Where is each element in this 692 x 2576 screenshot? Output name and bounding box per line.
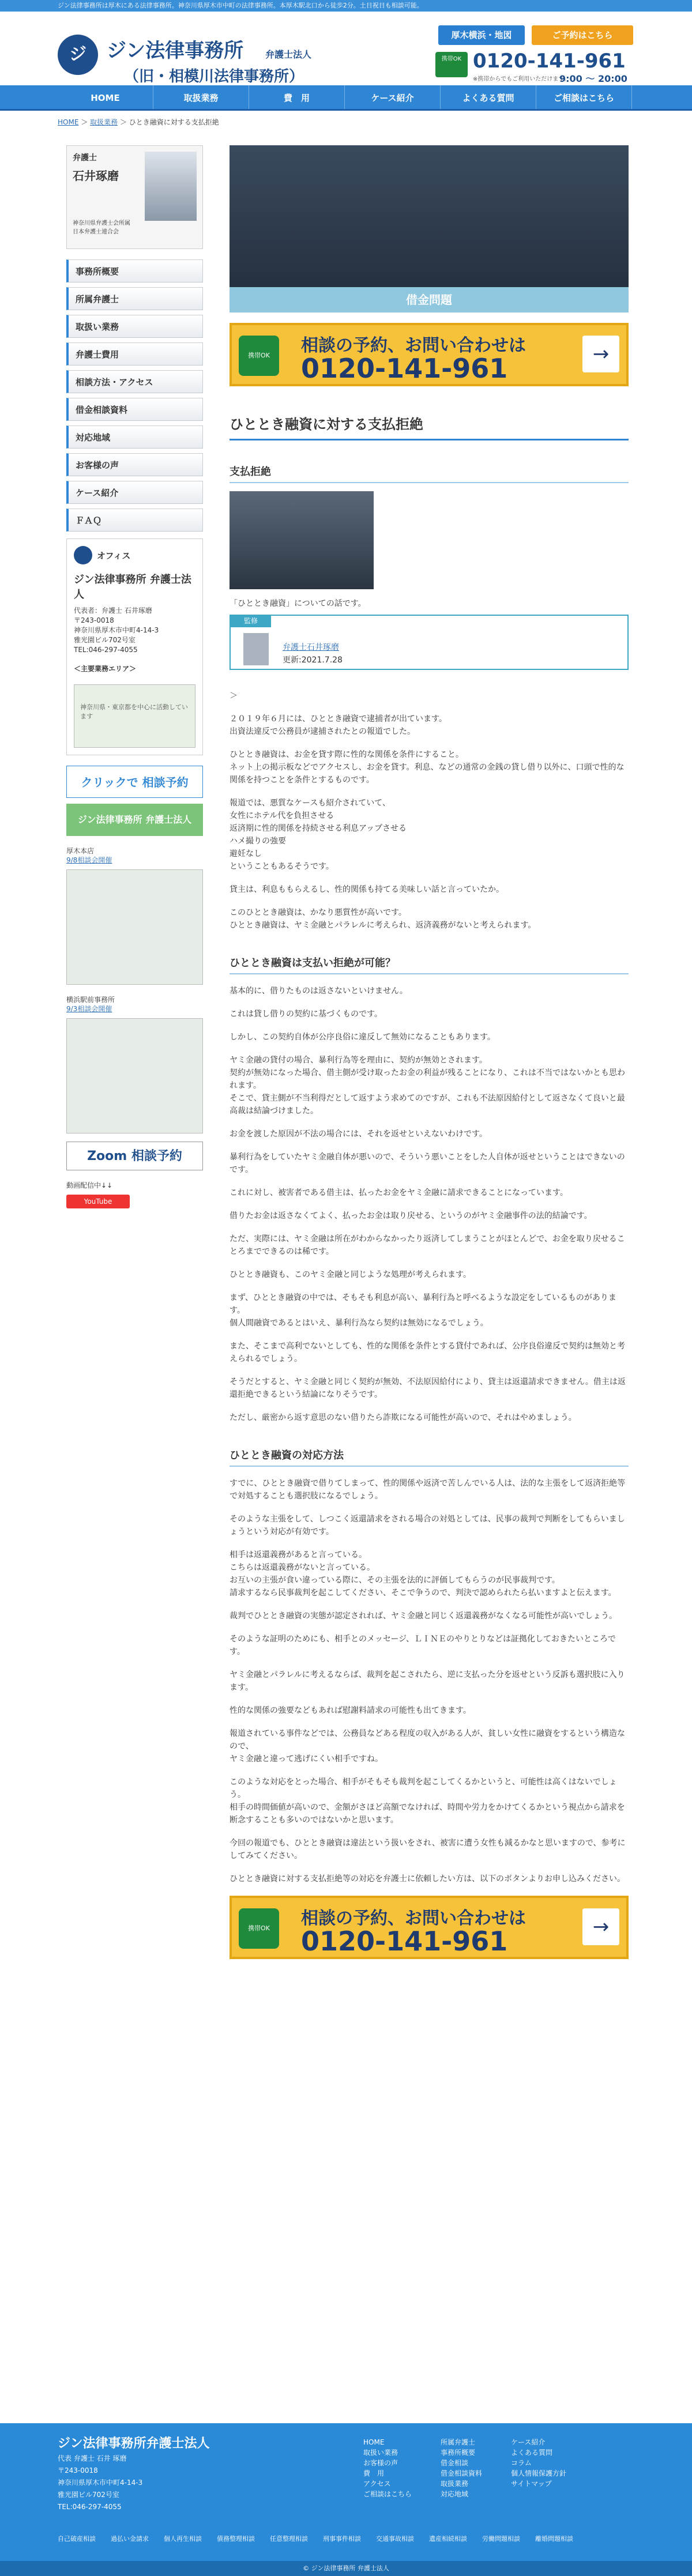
section-heading-refusal: 支払拒絶 [230, 464, 629, 483]
section-heading-possible: ひととき融資は支払い拒絶が可能？ [230, 955, 629, 974]
body-para: 貸主は、利息ももらえるし、性的関係も持てる美味しい話と言っていたか。 [230, 885, 504, 894]
body-para: ヤミ金融とパラレルに考えるならば、裁判を起こされたら、逆に支払った分を返せという反訴も選択肢に入ります。 [230, 1670, 625, 1692]
access-button[interactable]: 厚木横浜・地図 [438, 25, 525, 45]
nav-fees[interactable]: 費 用 [249, 85, 345, 109]
footer-link[interactable]: アクセス [363, 2480, 391, 2488]
phone-free-icon [435, 52, 468, 77]
body-para [230, 748, 629, 786]
profile-role: 弁護士 [73, 153, 97, 163]
body-line: 契約が無効になった場合、借主側が受け取ったお金の利益が残ることになり、これは不当ではないかとも思われます。 [230, 1068, 625, 1090]
footer-firm-name: ジン法律事務所弁護士法人 [58, 2436, 210, 2451]
footer-nav [363, 2437, 566, 2499]
atsugi-event-link[interactable]: 9/8相談会開催 [66, 856, 112, 864]
logo-former-name: （旧・相模川法律事務所） [124, 68, 304, 85]
area-map-text: 神奈川県・東京都を中心に活動しています [80, 703, 188, 720]
body-para [230, 713, 629, 738]
footer-service-link[interactable]: 離婚問題相談 [535, 2535, 573, 2543]
body-para: ひととき融資も、このヤミ金融と同じような処理が考えられます。 [230, 1270, 471, 1279]
body-line: ヤミ金融と違って逃げにくい相手ですね。 [230, 1754, 383, 1764]
business-hours: 9:00 〜 20:00 [559, 73, 627, 84]
author-box [230, 615, 629, 670]
body-para: 暴利行為をしていたヤミ金融自体が悪いので、そういう悪いことをした人自体が返せということはできないのです。 [230, 1153, 625, 1174]
body-para [230, 1549, 629, 1599]
office-name: ジン法律事務所 弁護士法人 [74, 574, 191, 601]
author-tag: 監修 [231, 615, 271, 627]
body-line: このひととき融資は、かなり悪質性が高いです。 [230, 908, 407, 917]
footer-service-link[interactable]: 交通事故相談 [376, 2535, 414, 2543]
footer-col-1 [363, 2437, 412, 2499]
body-para: ひととき融資に対する支払拒絶等の対応を弁護士に依頼したい方は、以下のボタンよりお申し込みください。 [230, 1874, 625, 1884]
body-line: ２０１９年６月には、ひととき融資で逮捕者が出ています。 [230, 714, 447, 724]
sidebar [66, 145, 203, 1208]
footer-service-link[interactable]: 個人再生相談 [164, 2535, 202, 2543]
yokohama-event-link[interactable]: 9/3相談会開催 [66, 1005, 112, 1013]
footer-service-links [58, 2534, 573, 2543]
sidebar-item-access[interactable]: 相談方法・アクセス [66, 370, 203, 393]
footer-link[interactable]: 所属弁護士 [441, 2438, 476, 2446]
footer-service-link[interactable]: 過払い金請求 [111, 2535, 149, 2543]
green-web-banner[interactable]: ジン法律事務所 弁護士法人 [66, 804, 203, 836]
office-building: 雅光園ビル702号室 [74, 636, 136, 644]
body-para [230, 906, 629, 932]
body-para [230, 797, 629, 873]
body-line: ひととき融資は、ヤミ金融とパラレルに考えられ、返済義務がないと考えられます。 [230, 921, 536, 930]
body-para: しかし、この契約自体が公序良俗に違反して無効になることもあります。 [230, 1033, 495, 1042]
yokohama-title: 横浜駅前事務所 [66, 996, 115, 1004]
body-para [230, 1776, 629, 1826]
body-line: 出資法違反で公務員が逮捕されたとの報道でした。 [230, 727, 415, 736]
arrow-right-icon: → [582, 336, 619, 372]
cta-badge-text: 携帯OK [248, 352, 270, 359]
footer-link[interactable]: 事務所概要 [441, 2449, 476, 2457]
author-avatar [243, 633, 269, 665]
footer-service-link[interactable]: 労働問題相談 [482, 2535, 520, 2543]
yokohama-branch [66, 995, 203, 1014]
video-label: 動画配信中↓↓ [66, 1181, 113, 1189]
body-line: ハメ撮りの強要 [230, 837, 286, 846]
atsugi-title: 厚木本店 [66, 847, 95, 855]
area-map [74, 684, 195, 748]
logo-title[interactable]: ジン法律事務所 [107, 39, 244, 62]
photo-caption: 「ひととき融資」についての話です。 [230, 599, 366, 608]
body-para: 今回の報道でも、ひととき融資は違法という扱いをされ、被害に遭う女性も減るかなと思いますので、参考にしてみてください。 [230, 1839, 626, 1861]
sidebar-item-debt-docs[interactable]: 借金相談資料 [66, 398, 203, 421]
body-line: お互いの主張が食い違っている際に、その主張を法的に評価してもらうのが民事裁判です。 [230, 1576, 560, 1585]
body-line: 報道では、悪質なケースも紹介されていて、 [230, 799, 391, 808]
main-content [230, 145, 629, 1959]
cta-phone: 0120-141-961 [301, 1926, 508, 1957]
body-para: また、そこまで高利でないとしても、性的な関係を条件とする貸付であれば、公序良俗違反で契約は無効と考えられるでしょう。 [230, 1342, 625, 1364]
article-body-1 [230, 690, 629, 932]
profile-membership: 神奈川県弁護士会所属 日本弁護士連合会 [73, 220, 130, 235]
sidebar-item-fees[interactable]: 弁護士費用 [66, 342, 203, 366]
footer-col-3 [511, 2437, 566, 2499]
footer-link[interactable]: HOME [363, 2438, 385, 2446]
breadcrumb: HOME ＞ 取扱業務 ＞ ひとき融資に対する支払拒絶 [58, 118, 219, 126]
body-para: そのような主張をして、しつこく返還請求をされる場合の対処としては、民事の裁判で判断をしてもらいましょうという対応が有効です。 [230, 1515, 625, 1536]
footer-service-link[interactable]: 刑事事件相談 [323, 2535, 361, 2543]
sidebar-item-lawyers[interactable]: 所属弁護士 [66, 287, 203, 310]
body-line: 個人間融資であるとはいえ、暴利行為なら契約は無効になるでしょう。 [230, 1319, 488, 1328]
body-line: 相手は返還義務があると言っている。 [230, 1550, 367, 1560]
body-para: ただし、厳密から返す意思のない借りたら詐欺になる可能性が高いので、それはやめましょう。 [230, 1413, 577, 1422]
body-para: すでに、ひととき融資で借りてしまって、性的関係や返済で苦しんでいる人は、法的な主張をして返済拒絶等で対処することも選択肢になるでしょう。 [230, 1479, 626, 1501]
page-title: ひととき融資に対する支払拒絶 [230, 413, 629, 440]
office-tel: TEL:046-297-4055 [74, 646, 138, 654]
body-para: お金を渡した原因が不法の場合には、それを返せといえないわけです。 [230, 1129, 487, 1139]
cta-line1: 相談の予約、お問い合わせは [301, 336, 526, 356]
body-para: これは貸し借りの契約に基づくものです。 [230, 1010, 382, 1019]
global-nav [0, 85, 692, 111]
footer-link[interactable]: 対応地域 [441, 2490, 469, 2498]
footer-zip: 〒243-0018 [58, 2466, 98, 2475]
footer-link[interactable]: 個人情報保護方針 [511, 2469, 567, 2477]
youtube-button[interactable]: YouTube [66, 1195, 130, 1208]
body-line: 女性にホテル代を負担させる [230, 811, 334, 820]
sidebar-item-areas[interactable]: 対応地域 [66, 425, 203, 449]
copyright: © ジン法律事務所 弁護士法人 [0, 2561, 692, 2576]
footer-link[interactable]: よくある質問 [511, 2449, 553, 2457]
footer-tel: TEL:046-297-4055 [58, 2503, 122, 2511]
sidebar-item-faq[interactable]: ＦＡＱ [66, 509, 203, 532]
top-announcement [0, 0, 692, 12]
body-para: 基本的に、借りたものは返さないといけません。 [230, 986, 408, 996]
body-line: ヤミ金融の貸付の場合、暴利行為等を理由に、契約が無効とされます。 [230, 1056, 487, 1065]
footer-building: 雅光園ビル702号室 [58, 2491, 119, 2499]
arrow-right-icon: → [582, 1908, 619, 1945]
body-line: 避妊なし [230, 849, 262, 858]
sidebar-item-office[interactable]: 事務所概要 [66, 259, 203, 283]
footer-service-link[interactable]: 自己破産相談 [58, 2535, 96, 2543]
footer-brand [58, 2434, 209, 2512]
consult-reserve-button[interactable]: クリックで 相談予約 [66, 766, 203, 798]
nav-services[interactable]: 取扱業務 [153, 85, 249, 109]
office-label: オフィス [97, 550, 131, 561]
body-line: 請求するなら民事裁判を起こしてください、そこで争うので、判決で認められたら払いますよと伝えます。 [230, 1588, 616, 1598]
nav-consult[interactable]: ご相談はこちら [536, 85, 632, 109]
article-body-2 [230, 985, 629, 1424]
atsugi-branch [66, 846, 203, 865]
sidebar-item-voices[interactable]: お客様の声 [66, 453, 203, 476]
cta-line1: 相談の予約、お問い合わせは [301, 1908, 526, 1929]
office-zip: 〒243-0018 [74, 616, 114, 624]
body-line: ということもあるそうです。 [230, 862, 334, 871]
phone-icon [239, 1908, 279, 1949]
article-photo [230, 491, 374, 589]
footer-link[interactable]: ご相談はこちら [363, 2490, 412, 2498]
nav-cases[interactable]: ケース紹介 [345, 85, 441, 109]
zoom-reserve-button[interactable]: Zoom 相談予約 [66, 1142, 203, 1170]
author-link[interactable]: 弁護士石井琢磨 [283, 643, 339, 652]
atsugi-map[interactable] [66, 869, 203, 985]
footer-link[interactable]: ケース紹介 [511, 2438, 546, 2446]
footer-link[interactable]: お客様の声 [363, 2459, 398, 2467]
footer-link[interactable]: 取扱業務 [441, 2480, 469, 2488]
footer-address: 神奈川県厚木市中町4-14-3 [58, 2479, 143, 2487]
body-para: そうだとすると、ヤミ金融と同じく契約が無効、不法原因給付により、貸主は返還請求できません。借主は返還拒絶できるという結論になりそうです。 [230, 1377, 626, 1399]
footer-link[interactable]: 借金相談資料 [441, 2469, 483, 2477]
body-para: 性的な関係の強要などもあれば慰謝料請求の可能性も出てきます。 [230, 1706, 471, 1715]
footer-link[interactable]: サイトマップ [511, 2480, 552, 2488]
body-line: 返済期に性的関係を持続させる利息アップさせる [230, 824, 407, 833]
site-footer [0, 2423, 692, 2576]
footer-service-link[interactable]: 債務整理相談 [217, 2535, 255, 2543]
footer-link[interactable]: 費 用 [363, 2469, 385, 2477]
office-rep: 代表者：弁護士 石井琢磨 [74, 607, 152, 615]
body-para: 借りたお金は返さなくてよく、払ったお金は取り戻せる、というのがヤミ金融事件の法的結論です。 [230, 1211, 592, 1221]
body-para [230, 1054, 629, 1117]
office-address: 神奈川県厚木市中町4-14-3 [74, 626, 159, 634]
body-line: ネット上の掲示板などでアクセスし、お金を貸す。利息、などの通常の金銭の貸し借り以外に、口頭で性的な関係を持つことを条件とするものです。 [230, 763, 625, 785]
body-line: このような対応をとった場合、相手がそもそも裁判を起こしてくるかというと、可能性は高くはないでしょう。 [230, 1777, 617, 1799]
footer-link[interactable]: コラム [511, 2459, 532, 2467]
profile-name: 石井琢磨 [73, 169, 119, 183]
phone-icon [239, 336, 279, 376]
cta-badge-text: 携帯OK [248, 1925, 270, 1932]
contact-cta-top[interactable] [230, 323, 629, 386]
body-line: そこで、貸主側が不当利得だとして返すよう求めてのですが、これも不法原因給付として返さなくて良いと最高裁は結論づけました。 [230, 1094, 625, 1116]
sidebar-item-cases[interactable]: ケース紹介 [66, 481, 203, 504]
footer-service-link[interactable]: 任意整理相談 [270, 2535, 308, 2543]
phone-note: ※携帯からでもご利用いただけます。 [473, 76, 570, 82]
lawyer-photo [145, 152, 197, 221]
top-announcement-text: ジン法律事務所は厚木にある法律事務所。神奈川県厚木市中町の法律事務所。本厚木駅北口から徒歩2分。土日祝日も相談可能。 [58, 2, 423, 9]
body-para: これに対し、被害者である借主は、払ったお金をヤミ金融に請求できることになっています。 [230, 1188, 568, 1197]
contact-cta-bottom[interactable] [230, 1896, 629, 1959]
lawyer-profile-card[interactable] [66, 145, 203, 249]
firm-logo-icon[interactable]: ジ [58, 35, 98, 75]
footer-service-link[interactable]: 遺産相続相談 [429, 2535, 467, 2543]
sidebar-item-services[interactable]: 取扱い業務 [66, 315, 203, 338]
office-info [66, 538, 203, 755]
hero-caption: 借金問題 [230, 287, 629, 312]
updated-date: 更新:2021.7.28 [283, 656, 343, 665]
article-body-3 [230, 1477, 629, 1885]
body-para: ＞ [230, 691, 238, 701]
body-para [230, 1727, 629, 1765]
site-header [0, 12, 692, 85]
breadcrumb-current: ひとき融資に対する支払拒絶 [129, 118, 219, 126]
header-phone-number[interactable]: 0120-141-961 [473, 50, 626, 73]
nav-faq[interactable]: よくある質問 [441, 85, 536, 109]
body-line: 相手の時間価値が高いので、金額がさほど高額でなければ、時間や労力をかけてくるかという視点から請求を断念することも多いのではないかと思います。 [230, 1803, 625, 1825]
body-line: こちらは返還義務がないと言っている。 [230, 1563, 375, 1572]
sidebar-menu [66, 259, 203, 532]
nav-home[interactable]: HOME [58, 85, 153, 109]
reservation-button[interactable]: ご予約はこちら [532, 25, 633, 45]
body-para: そのような証明のためにも、相手とのメッセージ、ＬＩＮＥのやりとりなどは証拠化しておきたいところです。 [230, 1635, 616, 1656]
cta-phone: 0120-141-961 [301, 353, 508, 384]
area-title: ＜主要業務エリア＞ [74, 665, 137, 673]
footer-rep: 代表 弁護士 石井 琢磨 [58, 2454, 127, 2462]
breadcrumb-home[interactable]: HOME [58, 118, 79, 126]
logo-subtitle: 弁護士法人 [265, 49, 312, 60]
body-line: 報道されている事件などでは、公務員などある程度の収入がある人が、貧しい女性に融資をするという構造なので、 [230, 1729, 625, 1751]
footer-col-2 [441, 2437, 482, 2499]
body-para [230, 1291, 629, 1330]
body-line: まず、ひととき融資の中では、そもそも利息が高い、暴利行為と呼べるような設定をしているものがあります。 [230, 1293, 616, 1315]
footer-link[interactable]: 借金相談 [441, 2459, 469, 2467]
body-para: ただ、実際には、ヤミ金融は所在がわからなかったり返済してしまうことがほとんどで、お金を取り戻せることろまでできるのは稀です。 [230, 1234, 625, 1256]
section-heading-response: ひととき融資の対応方法 [230, 1447, 629, 1467]
yokohama-map[interactable] [66, 1018, 203, 1133]
office-logo-icon [74, 546, 92, 564]
phone-badge-text: 携帯OK [441, 56, 462, 62]
footer-link[interactable]: 取扱い業務 [363, 2449, 398, 2457]
breadcrumb-category[interactable]: 取扱業務 [90, 118, 118, 126]
hero-image [230, 145, 629, 312]
body-para: 裁判でひととき融資の実態が認定されれば、ヤミ金融と同じく返還義務がなくなる可能性が高いでしょう。 [230, 1611, 617, 1621]
body-line: ひととき融資は、お金を貸す際に性的な関係を条件にすること。 [230, 750, 464, 759]
